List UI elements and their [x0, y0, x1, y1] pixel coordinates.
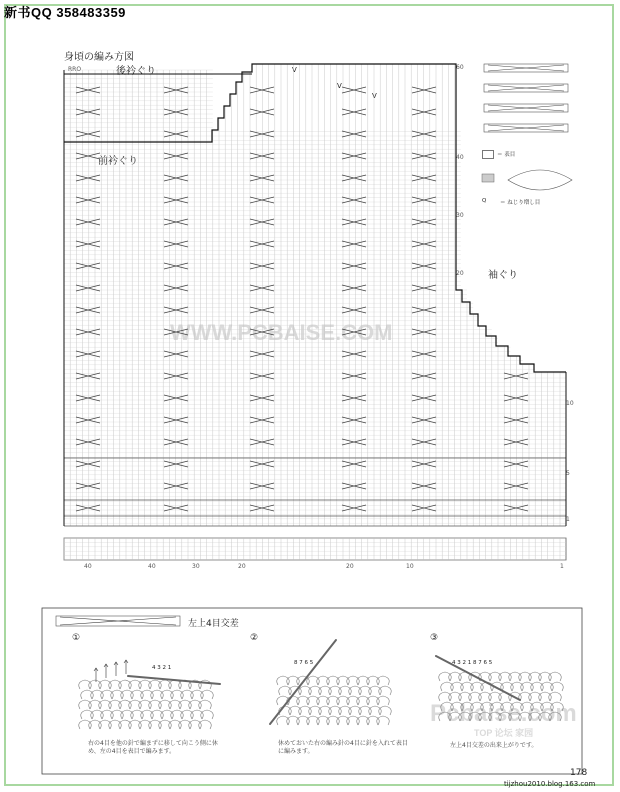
v-mark-1: V [292, 66, 297, 74]
watermark-main: WWW.PCBAISE.COM [170, 320, 393, 345]
legend-cable-cross [488, 65, 564, 71]
cable-cross [250, 109, 274, 115]
arrow [124, 660, 128, 674]
armhole-label: 袖ぐり [488, 270, 518, 281]
step-3-caption: 左上4目交差の出来上がりです。 [450, 742, 538, 749]
bottom-tick: 30 [192, 563, 200, 570]
right-tick: 60 [456, 64, 464, 71]
cable-cross [342, 87, 366, 93]
bottom-tick: 1 [560, 563, 564, 570]
footer-url: tijzhou2010.blog.163.com [504, 780, 596, 788]
qq-header: 新书QQ 358483359 [4, 5, 126, 20]
back-neck-label: 後衿ぐり [116, 66, 156, 77]
legend-cable-cross [488, 85, 564, 91]
step-1-stitch-numbers: 4 3 2 1 [152, 665, 172, 671]
step-2-caption: 休めておいた右の編み針の4目に針を入れて表目に編みます。 [278, 740, 408, 755]
cable-cross [250, 87, 274, 93]
legend-twist-text: ＝ ねじり増し目 [500, 200, 541, 206]
right-tick: 40 [456, 154, 464, 161]
cable-cross [342, 109, 366, 115]
page-number: 178 [570, 768, 588, 778]
step-1-caption: 右の4目を他の針で編まずに移して向こう側に休め、左の4目を表目で編みます。 [88, 740, 218, 755]
legend-cable-cross [488, 105, 564, 111]
bottom-tick: 10 [406, 563, 414, 570]
cable-title: 左上4目交差 [188, 619, 239, 629]
step-3-stitch-numbers: 4 3 2 1 8 7 6 5 [452, 660, 493, 666]
watermark-sub: TOP 论坛 家园 [474, 728, 534, 738]
legend-increase-shape [508, 170, 572, 190]
bottom-tick: 40 [148, 563, 156, 570]
right-tick: 5 [566, 470, 570, 477]
v-mark-3: V [372, 92, 377, 100]
rib-band [64, 538, 566, 560]
step-3-number: ③ [430, 633, 439, 643]
knitting-chart-grid [64, 64, 566, 560]
step-2-number: ② [250, 633, 259, 643]
v-mark-2: V [337, 82, 342, 90]
cable-diagram-illustration [42, 608, 582, 774]
cable-symbol-cross [60, 617, 176, 625]
needle [270, 640, 336, 724]
watermark-logo: Pcbaise.com [430, 700, 577, 727]
chart-code: RRO [68, 66, 82, 73]
legend-gray-box [482, 174, 494, 182]
cable-cross [412, 87, 436, 93]
front-neck-label: 前衿ぐり [98, 156, 138, 167]
step-2-stitch-numbers: 8 7 6 5 [294, 660, 314, 666]
cable-crossings [76, 87, 528, 511]
legend-graphics [482, 64, 572, 190]
shaping-outline [64, 64, 566, 372]
bottom-tick: 20 [238, 563, 246, 570]
cable-cross [412, 109, 436, 115]
legend-twist-symbol: Q [482, 198, 487, 204]
bottom-tick: 20 [346, 563, 354, 570]
right-tick: 20 [456, 270, 464, 277]
legend-cable-cross [488, 125, 564, 131]
arrow [114, 662, 118, 676]
bottom-tick: 40 [84, 563, 92, 570]
chart-title: 身頃の編み方図 [64, 52, 134, 63]
right-tick: 30 [456, 212, 464, 219]
right-tick: 10 [566, 400, 574, 407]
legend-plain-text: ＝ 表目 [497, 152, 516, 158]
right-tick: 1 [566, 516, 570, 523]
step-1-number: ① [72, 633, 81, 643]
arrow [104, 664, 108, 678]
chart-outline [64, 64, 566, 526]
